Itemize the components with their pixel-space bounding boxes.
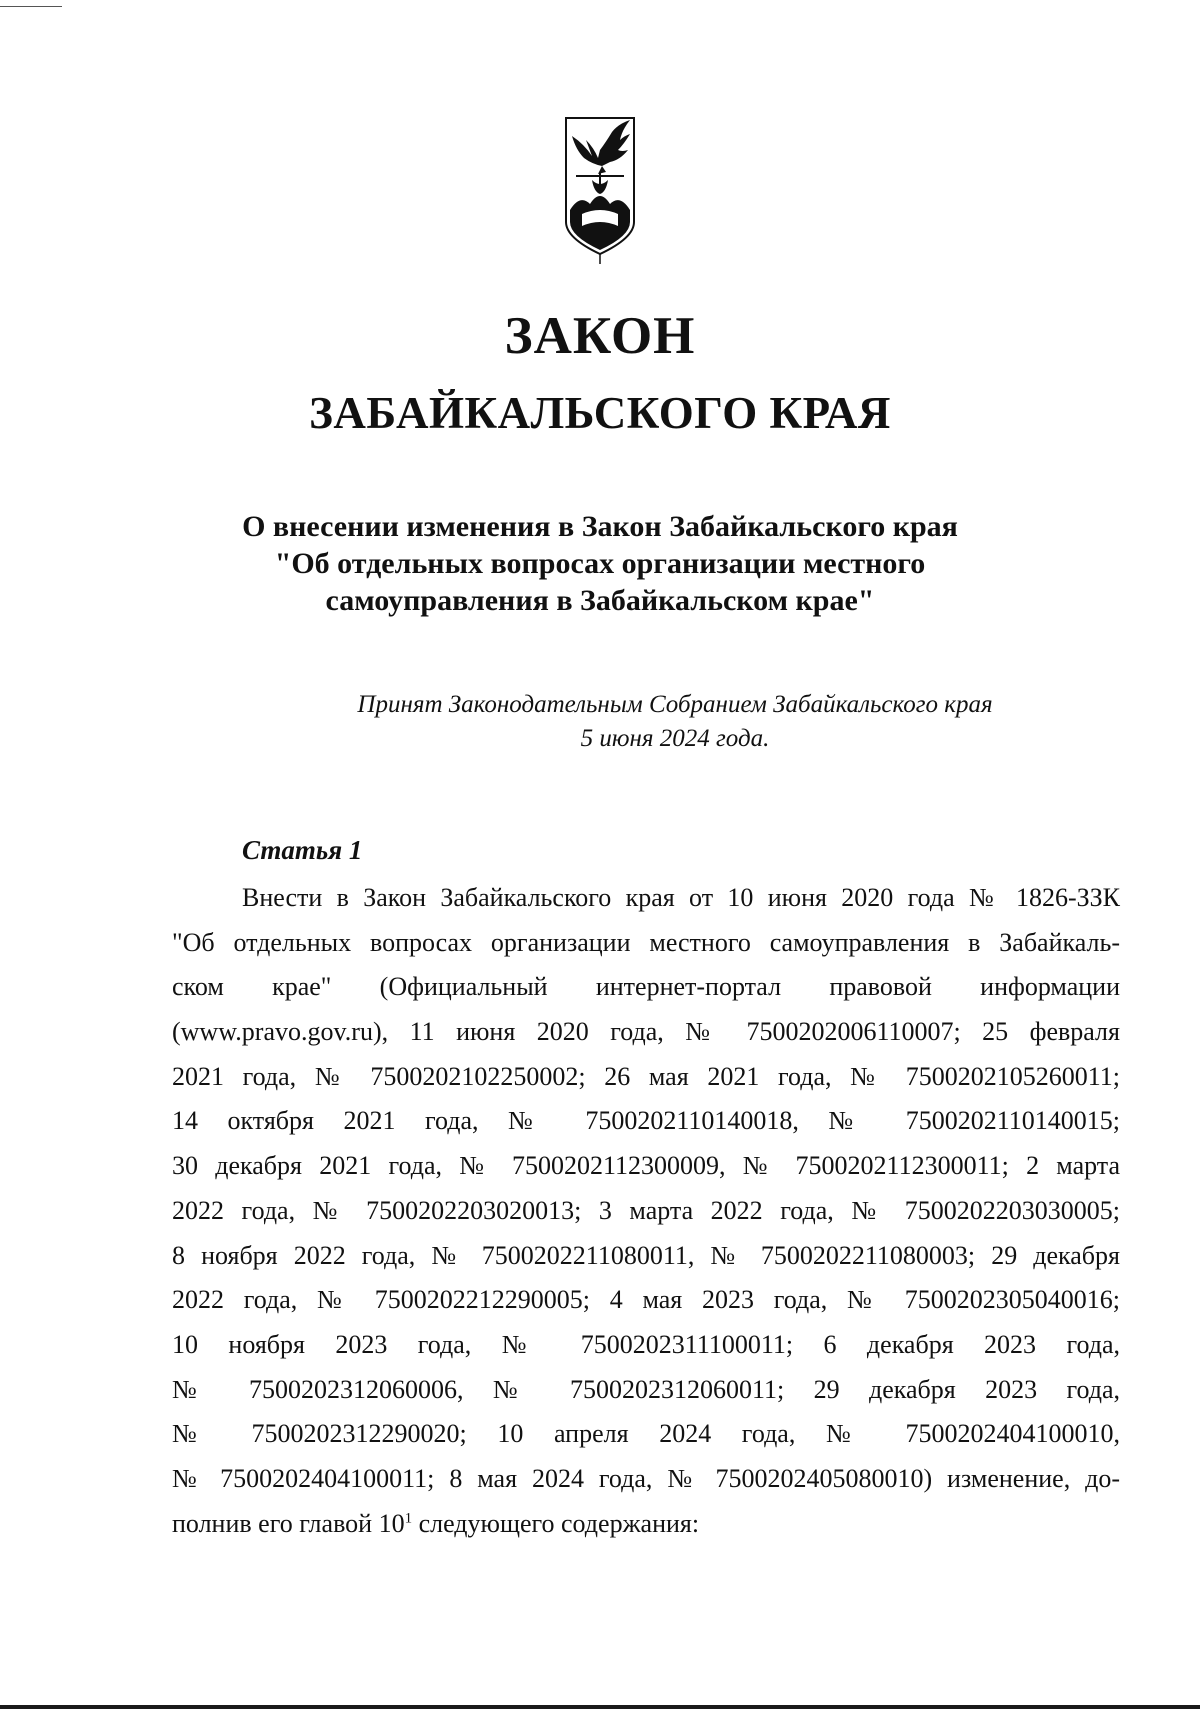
article-body-line: "Об отдельных вопросах организации местного самоуправления в Забайкаль-: [172, 927, 1120, 957]
article-body-line: 2021 года, № 7500202102250002; 26 мая 2021 года, № 7500202105260011;: [172, 1061, 1120, 1091]
article-body-text: следующего содержания:: [412, 1508, 700, 1538]
article-body-line: Внести в Закон Забайкальского края от 10 июня 2020 года № 1826-ЗЗК: [242, 883, 1120, 912]
article-body-line: 8 ноября 2022 года, № 7500202211080011, № 7500202211080003; 29 декабря: [172, 1240, 1120, 1270]
article-body-line: № 7500202312290020; 10 апреля 2024 года, № 7500202404100010,: [172, 1419, 1120, 1449]
article-body: [172, 876, 1120, 1546]
document-subtitle: ЗАБАЙКАЛЬСКОГО КРАЯ: [309, 388, 891, 438]
article-body-line: 14 октября 2021 года, № 7500202110140018, № 7500202110140015;: [172, 1106, 1120, 1136]
article-body-line: 30 декабря 2021 года, № 7500202112300009, № 7500202112300011; 2 марта: [172, 1151, 1120, 1181]
scan-edge-mark: [0, 6, 62, 7]
article-body-line: ском крае" (Официальный интернет-портал правовой информации: [172, 972, 1120, 1002]
article-body-line: № 7500202404100011; 8 мая 2024 года, № 7500202405080010) изменение, до-: [172, 1463, 1120, 1493]
article-body-line: № 7500202312060006, № 7500202312060011; 29 декабря 2023 года,: [172, 1374, 1120, 1404]
coat-of-arms-emblem: [562, 114, 638, 266]
law-subject-line: самоуправления в Забайкальском крае": [325, 584, 875, 617]
article-body-line: (www.pravo.gov.ru), 11 июня 2020 года, № 7500202006110007; 25 февраля: [172, 1017, 1120, 1047]
document-title: ЗАКОН: [504, 307, 696, 365]
article-body-line: 2022 года, № 7500202203020013; 3 марта 2022 года, № 7500202203030005;: [172, 1195, 1120, 1225]
article-body-text: полнив его главой 10: [172, 1508, 405, 1538]
law-subject-line: "Об отдельных вопросах организации местного: [274, 547, 926, 580]
adoption-note-line: Принят Законодательным Собранием Забайкальского края: [357, 691, 993, 718]
article-body-line-last: [172, 1502, 1120, 1547]
adoption-note-line: 5 июня 2024 года.: [580, 725, 770, 752]
article-body-line: 10 ноября 2023 года, № 7500202311100011; 6 декабря 2023 года,: [172, 1329, 1120, 1359]
chapter-superscript: 1: [404, 1509, 413, 1526]
law-subject: [0, 508, 1200, 619]
adoption-note: [0, 688, 1200, 756]
scan-edge-bar: [0, 1705, 1200, 1709]
law-subject-line: О внесении изменения в Закон Забайкальского края: [242, 510, 958, 543]
article-body-line: 2022 года, № 7500202212290005; 4 мая 2023 года, № 7500202305040016;: [172, 1285, 1120, 1315]
article-heading: Статья 1: [242, 835, 363, 865]
